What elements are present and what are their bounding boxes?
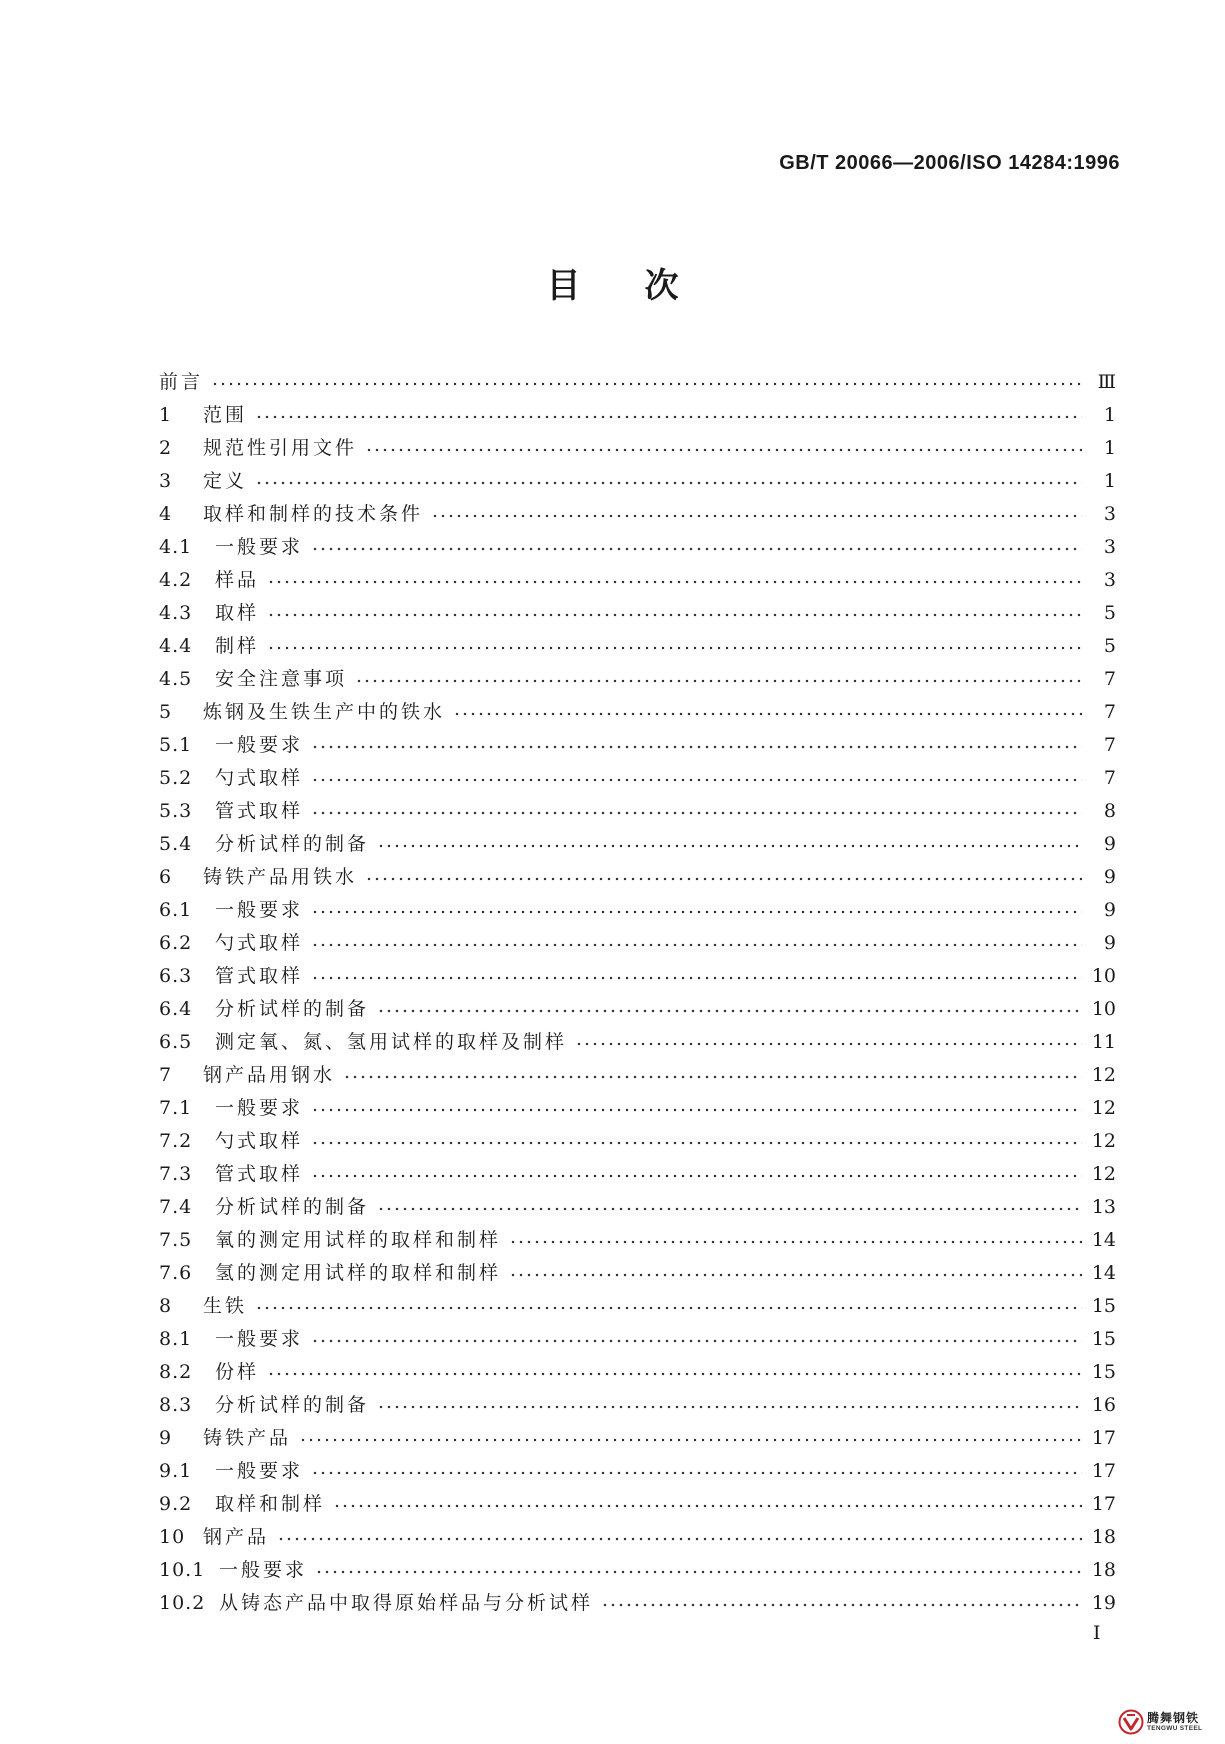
toc-entry [159,1587,1116,1620]
toc-entry-title: 炼钢及生铁生产中的铁水 [203,701,446,723]
toc-entry-title: 生铁 [203,1295,248,1317]
toc-entry-page: 15 [1091,1295,1116,1317]
toc-entry-page: 1 [1103,404,1116,426]
toc-entry-title: 氢的测定用试样的取样和制样 [215,1262,502,1284]
toc-entry-number: 8.2 [159,1361,193,1383]
toc-entry-page: 5 [1103,602,1116,624]
toc-entry [159,1026,1116,1059]
toc-entry-page: 10 [1091,998,1116,1020]
toc-entry [159,366,1116,399]
toc-entry-page: 12 [1091,1130,1116,1152]
toc-entry-title: 一般要求 [215,1460,304,1482]
toc-entry-number: 8 [159,1295,173,1317]
toc-entry-number: 7.4 [159,1196,193,1218]
toc-entry [159,1521,1116,1554]
toc-entry-title: 分析试样的制备 [215,998,370,1020]
dot-leader [311,896,1082,918]
toc-entry-page: 7 [1103,734,1116,756]
toc-entry [159,1323,1116,1356]
toc-entry [159,465,1116,498]
dot-leader [311,764,1082,786]
toc-entry-number: 5.3 [159,800,193,822]
dot-leader [255,467,1082,489]
toc-entry-title: 范围 [203,404,248,426]
toc-entry [159,696,1116,729]
toc-entry-title: 勺式取样 [215,767,304,789]
toc-entry [159,861,1116,894]
toc-entry [159,894,1116,927]
toc-entry [159,1224,1116,1257]
dot-leader [311,962,1082,984]
toc-entry [159,630,1116,663]
dot-leader [267,599,1082,621]
dot-leader [453,698,1082,720]
dot-leader [575,1028,1082,1050]
toc-entry-page: 7 [1103,701,1116,723]
dot-leader [311,533,1082,555]
toc-entry-page: 10 [1091,965,1116,987]
toc-entry-page: 19 [1091,1592,1116,1614]
toc-entry-page: 1 [1103,437,1116,459]
dot-leader [509,1259,1082,1281]
toc-entry-page: Ⅲ [1097,371,1116,393]
toc-entry-title: 取样和制样 [215,1493,326,1515]
page-title: 目次 [546,266,743,306]
toc-entry-page: 12 [1091,1064,1116,1086]
dot-leader [267,1358,1082,1380]
dot-leader [255,1292,1082,1314]
toc-entry-title: 分析试样的制备 [215,1394,370,1416]
toc-entry-number: 7.6 [159,1262,193,1284]
toc-entry [159,564,1116,597]
toc-entry [159,1158,1116,1191]
dot-leader [343,1061,1082,1083]
dot-leader [365,434,1082,456]
dot-leader [315,1556,1082,1578]
toc-entry-number: 5.4 [159,833,193,855]
toc-entry-page: 9 [1103,932,1116,954]
toc-entry-page: 17 [1091,1460,1116,1482]
toc-entry [159,1422,1116,1455]
toc-entry-page: 9 [1103,899,1116,921]
watermark-logo [1118,1706,1213,1738]
dot-leader [311,731,1082,753]
toc-entry-page: 15 [1091,1328,1116,1350]
toc-entry [159,1488,1116,1521]
toc-entry-title: 安全注意事项 [215,668,348,690]
toc-entry [159,432,1116,465]
toc-entry [159,1455,1116,1488]
standard-code: GB/T 20066—2006/ISO 14284:1996 [779,152,1120,174]
toc-entry-page: 5 [1103,635,1116,657]
toc-entry [159,1059,1116,1092]
dot-leader [377,830,1082,852]
toc-entry-number: 9.1 [159,1460,193,1482]
toc-entry-number: 10 [159,1526,186,1548]
dot-leader [299,1424,1082,1446]
toc-entry [159,960,1116,993]
toc-entry-page: 9 [1103,866,1116,888]
toc-entry [159,597,1116,630]
toc-entry [159,729,1116,762]
toc-entry-number: 7.5 [159,1229,193,1251]
toc-entry [159,498,1116,531]
toc-entry [159,663,1116,696]
toc-entry-number: 6.2 [159,932,193,954]
toc-entry-title: 铸铁产品用铁水 [203,866,358,888]
toc-entry-page: 11 [1091,1031,1116,1053]
toc-entry-number: 5.1 [159,734,193,756]
toc-entry-title: 从铸态产品中取得原始样品与分析试样 [219,1592,594,1614]
toc-entry-number: 7.2 [159,1130,193,1152]
logo-chinese-text: 腾舞钢铁 [1147,1710,1200,1725]
toc-entry-number: 8.3 [159,1394,193,1416]
toc-entry [159,1125,1116,1158]
toc-entry-title: 前言 [159,371,204,393]
dot-leader [267,566,1082,588]
toc-entry-number: 1 [159,404,173,426]
toc-entry-page: 12 [1091,1163,1116,1185]
page-number: Ⅰ [1093,1622,1101,1644]
toc-entry-title: 分析试样的制备 [215,1196,370,1218]
toc-entry-title: 份样 [215,1361,260,1383]
toc-entry-number: 7.3 [159,1163,193,1185]
toc-entry-number: 2 [159,437,173,459]
dot-leader [255,401,1082,423]
dot-leader [311,1325,1082,1347]
dot-leader [377,1193,1082,1215]
toc-entry [159,1092,1116,1125]
toc-entry-page: 17 [1091,1493,1116,1515]
toc-entry-number: 10.1 [159,1559,206,1581]
toc-entry-title: 取样和制样的技术条件 [203,503,424,525]
toc-entry-page: 1 [1103,470,1116,492]
toc-entry-title: 制样 [215,635,260,657]
toc-entry-number: 4.1 [159,536,193,558]
dot-leader [211,368,1082,390]
toc-entry-page: 7 [1103,668,1116,690]
toc-entry-page: 12 [1091,1097,1116,1119]
toc-entry-page: 14 [1091,1229,1116,1251]
dot-leader [509,1226,1082,1248]
toc-entry-number: 9 [159,1427,173,1449]
toc-entry [159,531,1116,564]
toc-entry-number: 9.2 [159,1493,193,1515]
dot-leader [311,1457,1082,1479]
toc-entry-title: 管式取样 [215,800,304,822]
toc-entry [159,828,1116,861]
toc-entry-number: 4.4 [159,635,193,657]
toc-entry-number: 6.3 [159,965,193,987]
toc-entry-number: 4.2 [159,569,193,591]
dot-leader [311,797,1082,819]
toc-entry-page: 13 [1091,1196,1116,1218]
toc-entry-page: 9 [1103,833,1116,855]
dot-leader [267,632,1082,654]
dot-leader [311,1160,1082,1182]
toc-entry-page: 7 [1103,767,1116,789]
dot-leader [277,1523,1082,1545]
toc-entry-title: 管式取样 [215,1163,304,1185]
toc-entry-page: 18 [1091,1526,1116,1548]
toc-entry-number: 10.2 [159,1592,206,1614]
toc-entry-page: 18 [1091,1559,1116,1581]
toc-entry-title: 分析试样的制备 [215,833,370,855]
dot-leader [355,665,1082,687]
toc-entry-page: 8 [1103,800,1116,822]
toc-entry-title: 铸铁产品 [203,1427,292,1449]
dot-leader [377,995,1082,1017]
toc-entry-title: 一般要求 [215,536,304,558]
toc-entry-number: 6.5 [159,1031,193,1053]
toc-entry-number: 5.2 [159,767,193,789]
toc-entry-title: 样品 [215,569,260,591]
toc-entry [159,1554,1116,1587]
logo-english-text: TENGWU STEEL [1147,1724,1203,1732]
toc-entry-title: 定义 [203,470,248,492]
dot-leader [311,1094,1082,1116]
toc-entry-title: 测定氧、氮、氢用试样的取样及制样 [215,1031,568,1053]
toc-entry-title: 管式取样 [215,965,304,987]
toc-entry [159,399,1116,432]
toc-entry-title: 勺式取样 [215,932,304,954]
toc-entry-title: 氧的测定用试样的取样和制样 [215,1229,502,1251]
toc-entry [159,927,1116,960]
toc-entry-number: 8.1 [159,1328,193,1350]
toc-entry-number: 6 [159,866,173,888]
dot-leader [311,929,1082,951]
table-of-contents [159,366,1116,1620]
toc-entry [159,1257,1116,1290]
toc-entry-page: 16 [1091,1394,1116,1416]
toc-entry-title: 一般要求 [215,899,304,921]
toc-entry [159,993,1116,1026]
toc-entry-title: 一般要求 [219,1559,308,1581]
toc-entry-number: 7 [159,1064,173,1086]
toc-entry [159,795,1116,828]
toc-entry-title: 一般要求 [215,1328,304,1350]
toc-entry-number: 6.1 [159,899,193,921]
toc-entry-title: 规范性引用文件 [203,437,358,459]
toc-entry [159,762,1116,795]
toc-entry-page: 17 [1091,1427,1116,1449]
toc-entry-title: 钢产品用钢水 [203,1064,336,1086]
toc-entry [159,1356,1116,1389]
toc-entry-title: 一般要求 [215,734,304,756]
toc-entry-number: 3 [159,470,173,492]
toc-entry-page: 14 [1091,1262,1116,1284]
dot-leader [601,1589,1082,1611]
toc-entry [159,1389,1116,1422]
toc-entry-number: 4.5 [159,668,193,690]
tengwu-logo-icon [1118,1709,1144,1735]
toc-entry-page: 15 [1091,1361,1116,1383]
dot-leader [431,500,1082,522]
dot-leader [365,863,1082,885]
toc-entry-title: 取样 [215,602,260,624]
dot-leader [333,1490,1082,1512]
toc-entry-number: 4.3 [159,602,193,624]
toc-entry-number: 5 [159,701,173,723]
toc-entry-number: 6.4 [159,998,193,1020]
toc-entry-title: 钢产品 [203,1526,270,1548]
toc-entry [159,1290,1116,1323]
toc-entry-title: 一般要求 [215,1097,304,1119]
toc-entry-page: 3 [1103,536,1116,558]
toc-entry-page: 3 [1103,503,1116,525]
toc-entry-number: 7.1 [159,1097,193,1119]
toc-entry-title: 勺式取样 [215,1130,304,1152]
dot-leader [311,1127,1082,1149]
toc-entry-number: 4 [159,503,173,525]
toc-entry [159,1191,1116,1224]
dot-leader [377,1391,1082,1413]
toc-entry-page: 3 [1103,569,1116,591]
